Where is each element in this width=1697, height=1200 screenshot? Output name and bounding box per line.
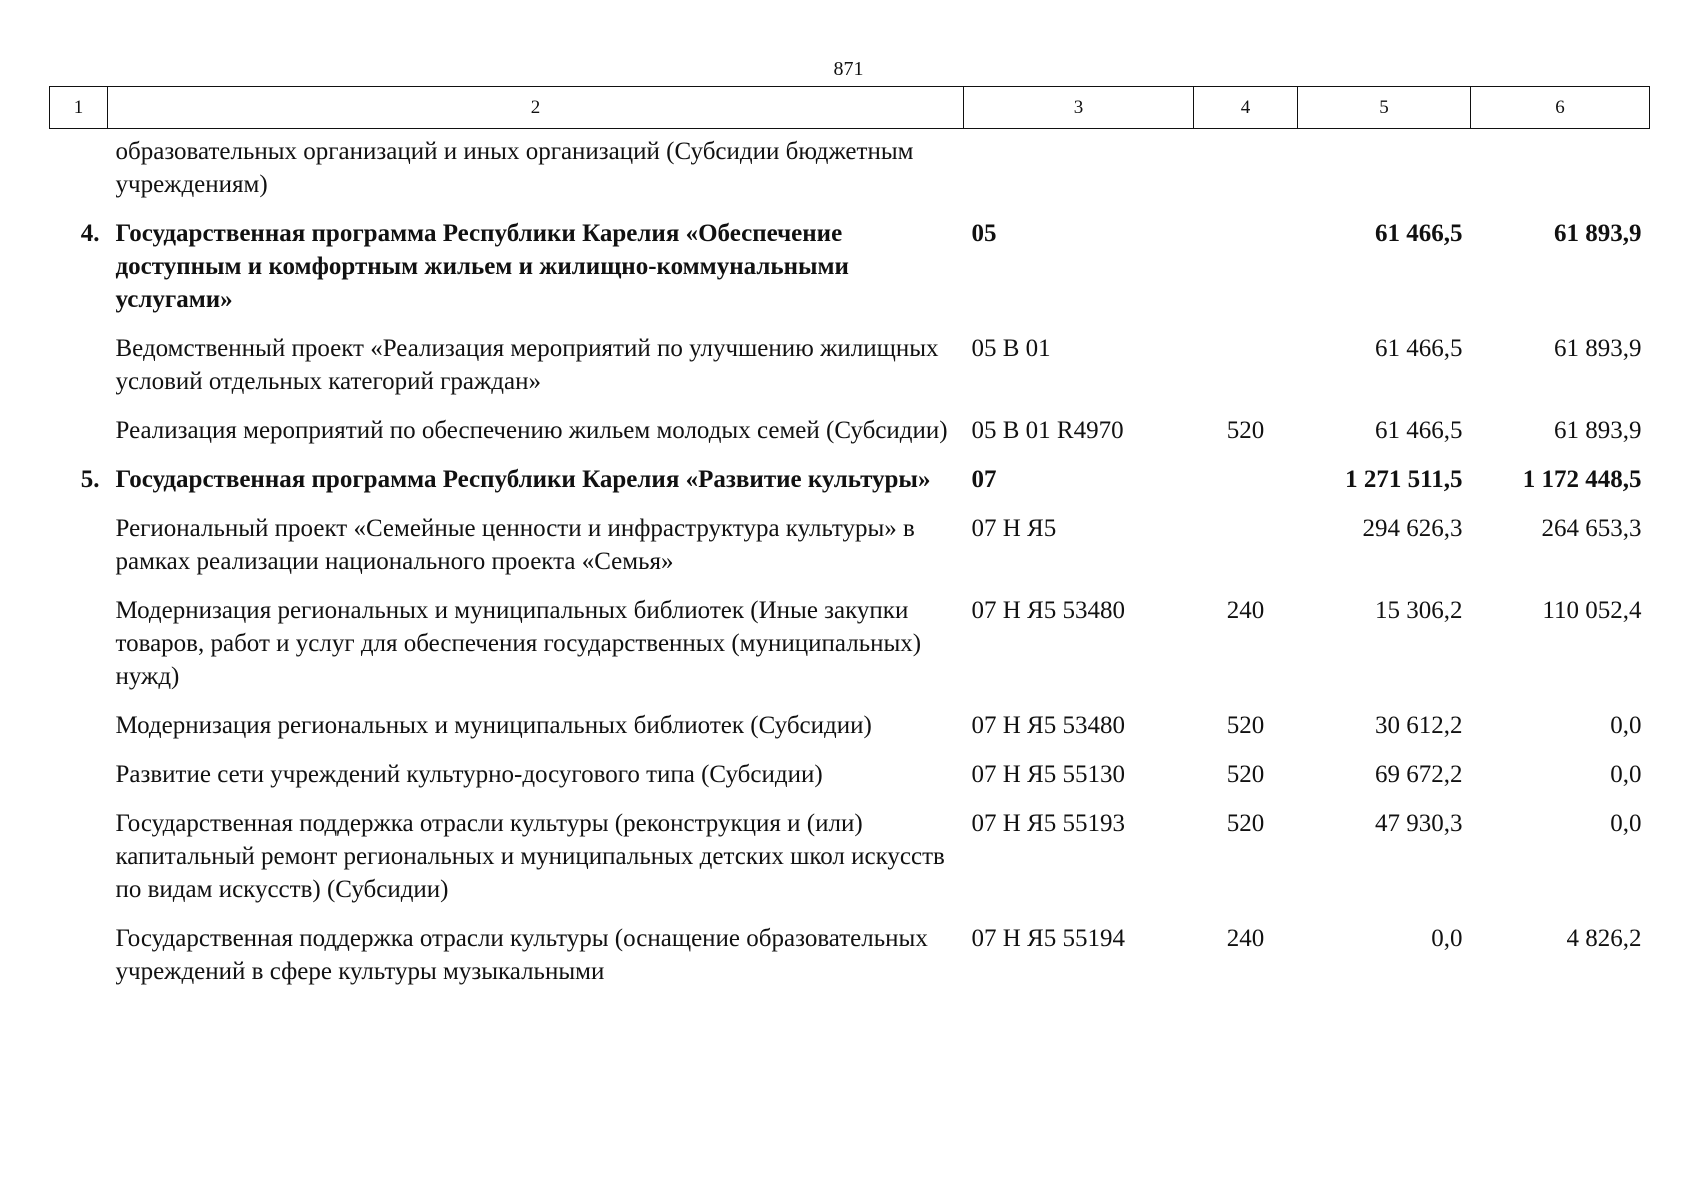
row-name: Государственная программа Республики Карелия «Обеспечение доступным и комфортным жильем и жилищно-коммунальными услугами» [115,220,849,313]
row-code: 07 Н Я5 55194 [971,925,1125,952]
table-row [50,922,1650,988]
row-expense-type: 520 [1226,761,1265,788]
row-expense-type [1194,332,1298,414]
table-row [50,709,1650,758]
row-code: 07 Н Я5 53480 [971,597,1125,624]
row-code: 07 [971,466,997,493]
row-code: 07 Н Я5 55130 [971,761,1125,788]
row-name: Государственная программа Республики Карелия «Развитие культуры» [115,466,931,493]
table-row [50,463,1650,512]
column-header-4: 4 [1194,87,1298,129]
row-amount-2: 61 893,9 [1554,417,1642,444]
row-name: образовательных организаций и иных организаций (Субсидии бюджетным учреждениям) [115,138,914,198]
page-number: 871 [833,58,864,80]
row-amount-1: 1 271 511,5 [1345,466,1463,493]
column-header-6: 6 [1471,87,1650,129]
row-number [50,807,108,922]
column-header-3: 3 [964,87,1194,129]
row-amount-2: 0,0 [1610,810,1642,837]
row-number [50,414,108,463]
column-header-1: 1 [50,87,108,129]
column-header-2: 2 [108,87,964,129]
row-code: 05 В 01 R4970 [971,417,1124,444]
table-body [50,129,1650,989]
row-number [50,922,108,988]
row-amount-1: 15 306,2 [1375,597,1463,624]
row-number: 5. [80,466,100,493]
row-amount-2: 0,0 [1610,761,1642,788]
row-expense-type [1194,129,1298,218]
row-code: 07 Н Я5 53480 [971,712,1125,739]
row-amount-2: 61 893,9 [1554,335,1642,362]
row-code: 05 [971,220,997,247]
row-amount-2: 0,0 [1610,712,1642,739]
row-number [50,332,108,414]
row-name: Развитие сети учреждений культурно-досугового типа (Субсидии) [115,761,823,788]
row-number [50,709,108,758]
budget-table [49,86,1650,988]
table-row [50,332,1650,414]
row-amount-2: 1 172 448,5 [1522,466,1642,493]
column-header-5: 5 [1298,87,1471,129]
row-name: Ведомственный проект «Реализация мероприятий по улучшению жилищных условий отдельных категорий граждан» [115,335,939,395]
row-amount-1: 30 612,2 [1375,712,1463,739]
row-amount-1: 69 672,2 [1375,761,1463,788]
table-row [50,129,1650,218]
table-row [50,414,1650,463]
row-name: Модернизация региональных и муниципальных библиотек (Иные закупки товаров, работ и услуг для обеспечения государственных (муниципальных) нужд) [115,597,922,690]
table-row [50,807,1650,922]
row-code: 05 В 01 [971,335,1051,362]
row-number [50,594,108,709]
row-number [50,512,108,594]
row-name: Региональный проект «Семейные ценности и инфраструктура культуры» в рамках реализации национального проекта «Семья» [115,515,915,575]
table-row [50,217,1650,332]
row-expense-type: 520 [1226,712,1265,739]
table-row [50,594,1650,709]
row-name: Государственная поддержка отрасли культуры (оснащение образовательных учреждений в сфере культуры музыкальными [115,925,928,985]
row-amount-2: 4 826,2 [1566,925,1642,952]
row-number: 4. [80,220,100,247]
row-amount-1: 0,0 [1431,925,1463,952]
row-expense-type [1194,217,1298,332]
row-expense-type: 520 [1226,417,1265,444]
row-expense-type: 520 [1226,810,1265,837]
row-expense-type [1194,463,1298,512]
row-number [50,758,108,807]
row-code: 07 Н Я5 [971,515,1057,542]
row-amount-1: 61 466,5 [1375,220,1463,247]
row-expense-type: 240 [1226,925,1265,952]
row-number [50,129,108,218]
row-name: Модернизация региональных и муниципальных библиотек (Субсидии) [115,712,872,739]
row-expense-type [1194,512,1298,594]
row-amount-2: 264 653,3 [1541,515,1642,542]
row-amount-1: 294 626,3 [1362,515,1463,542]
row-name: Государственная поддержка отрасли культуры (реконструкция и (или) капитальный ремонт региональных и муниципальных детских школ искусств по видам искусств) (Субсидии) [115,810,945,903]
row-amount-1: 61 466,5 [1375,417,1463,444]
row-amount-1 [1298,129,1471,218]
table-row [50,758,1650,807]
row-amount-2: 110 052,4 [1542,597,1642,624]
row-amount-1: 47 930,3 [1375,810,1463,837]
row-amount-1: 61 466,5 [1375,335,1463,362]
row-amount-2: 61 893,9 [1554,220,1642,247]
row-name: Реализация мероприятий по обеспечению жильем молодых семей (Субсидии) [115,417,948,444]
table-row [50,512,1650,594]
row-amount-2 [1471,129,1650,218]
row-expense-type: 240 [1226,597,1265,624]
row-code: 07 Н Я5 55193 [971,810,1125,837]
header-row [50,87,1650,129]
row-code [964,129,1194,218]
